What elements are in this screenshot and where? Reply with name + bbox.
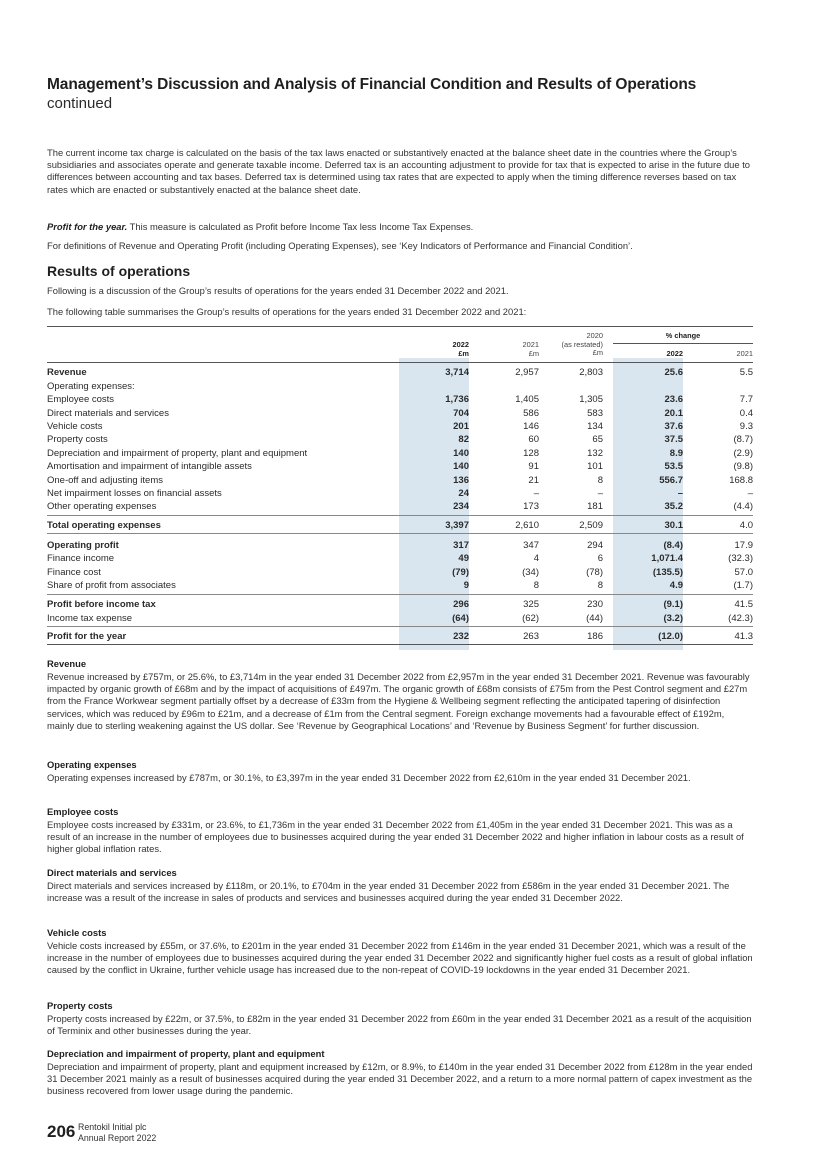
table-row [47, 630, 753, 643]
row-label: Finance income [47, 553, 115, 564]
change-2021: – [747, 488, 753, 499]
value-2020: (78) [586, 566, 603, 578]
value-2021: 586 [523, 407, 539, 419]
change-2022: 30.1 [664, 520, 683, 531]
change-2022: 35.2 [664, 501, 683, 512]
value-2020: (44) [586, 612, 603, 624]
section-text: Property costs increased by £22m, or 37.5%, to £82m in the year ended 31 December 2022 from £60m in the year ended 31 December 2021 as a result of the acquisition of Terminix and other businesses during the year. [47, 1013, 752, 1037]
change-2021: (2.9) [733, 447, 753, 459]
row-label: Direct materials and services [47, 407, 169, 419]
value-2021: 128 [523, 447, 539, 459]
page-title: Management’s Discussion and Analysis of Financial Condition and Results of Operations [47, 76, 697, 93]
row-label: Employee costs [47, 394, 115, 405]
header-change-2022: 2022 [666, 349, 683, 358]
value-2020: 1,305 [579, 394, 603, 405]
profit-definition [47, 221, 753, 233]
value-2021: 21 [528, 474, 539, 486]
header-change-2021: 2021 [736, 349, 753, 358]
table-row [47, 519, 753, 532]
value-2022: 234 [453, 501, 469, 512]
row-label: Finance cost [47, 566, 101, 578]
intro-paragraph: The current income tax charge is calculated on the basis of the tax laws enacted or substantively enacted at the balance sheet date in the countries where the Group’s subsidiaries and associates operate and generate taxable income. Deferred tax is an accounting adjustment to provide for tax that is expected to arise in the future due to differences between accounting and tax bases. Deferred tax is determined using tax rates that are expected to apply when the timing difference reverses based on tax rates which are enacted or substantively enacted at the balance sheet date. [47, 147, 751, 195]
value-2022: 3,397 [445, 520, 469, 531]
value-2022: (64) [452, 612, 469, 624]
table-row [47, 474, 753, 487]
change-2021: (4.4) [733, 501, 753, 512]
value-2021: 91 [528, 461, 539, 472]
discussion-section [47, 759, 753, 784]
value-2020: 134 [587, 421, 603, 432]
value-2020: 132 [587, 447, 603, 459]
table-row [47, 366, 753, 379]
row-label: Depreciation and impairment of property, plant and equipment [47, 447, 308, 459]
table-row [47, 579, 753, 592]
change-2022: 53.5 [664, 461, 683, 472]
value-2021: 263 [523, 631, 539, 642]
table-row [47, 487, 753, 500]
value-2021: (34) [522, 566, 539, 578]
value-2022: 140 [453, 461, 469, 472]
definitions-paragraph: For definitions of Revenue and Operating Profit (including Operating Expenses), see ‘Key Indicators of Performance and Financial Condition’. [47, 240, 633, 251]
page-subtitle: continued [47, 95, 113, 112]
value-2020: 8 [597, 580, 603, 591]
change-2021: 168.8 [729, 474, 753, 486]
table-row [47, 407, 753, 420]
table-top-rule [47, 326, 753, 327]
change-2021: 0.4 [739, 407, 753, 419]
discussion-section [47, 1000, 753, 1037]
row-label: Total operating expenses [47, 520, 161, 531]
change-2021: 7.7 [739, 394, 753, 405]
value-2022: 24 [458, 488, 469, 499]
table-row [47, 552, 753, 565]
discussion-section [47, 806, 753, 856]
change-2022: (12.0) [658, 631, 683, 642]
section-text: Operating expenses increased by £787m, or 30.1%, to £3,397m in the year ended 31 December 2022 from £2,610m in the year ended 31 December 2021. [47, 772, 691, 783]
value-2022: 201 [453, 421, 469, 432]
change-2022: (3.2) [663, 612, 683, 624]
table-row [47, 460, 753, 473]
change-2021: 9.3 [739, 421, 753, 432]
value-2021: 146 [523, 421, 539, 432]
results-line-2: The following table summarises the Group’s results of operations for the years ended 31 December 2022 and 2021: [47, 306, 527, 317]
value-2020: 186 [587, 631, 603, 642]
row-label: Operating expenses: [47, 380, 135, 392]
section-text: Vehicle costs increased by £55m, or 37.6%, to £201m in the year ended 31 December 2022 from £146m in the year ended 31 December 2021, which was a result of the increase in the number of employees due to businesses acquired during the year ended 31 December 2022 and significantly higher fuel costs as a result of global inflation caused by the conflict in Ukraine, further vehicle usage has increased due to the non-repeat of COVID-19 lockdowns in the year ended 31 December 2021. [47, 940, 753, 976]
section-heading: Depreciation and impairment of property, plant and equipment [47, 1048, 325, 1059]
value-2021: 2,957 [515, 367, 539, 378]
header-2022: 2022 £m [452, 340, 469, 358]
table-row [47, 380, 753, 393]
value-2021: 1,405 [515, 394, 539, 405]
change-2022: – [677, 488, 683, 499]
value-2021: 4 [533, 553, 539, 564]
row-label: Income tax expense [47, 612, 133, 624]
footer-brand [78, 1122, 156, 1143]
table-row [47, 433, 753, 446]
header-bottom-rule [47, 362, 753, 363]
results-heading: Results of operations [47, 263, 191, 279]
results-line-1: Following is a discussion of the Group’s results of operations for the years ended 31 December 2022 and 2021. [47, 285, 509, 296]
profit-definition-text: This measure is calculated as Profit before Income Tax less Income Tax Expenses. [127, 221, 474, 232]
change-2021: 57.0 [734, 566, 753, 578]
change-2021: 5.5 [739, 367, 753, 378]
section-text: Employee costs increased by £331m, or 23.6%, to £1,736m in the year ended 31 December 2022 from £1,405m in the year ended 31 December 2021. This was as a result of an increase in the number of employees due to businesses acquired during the year ended 31 December 2022 and higher inflation in labour costs as a result of higher global inflation rates. [47, 819, 744, 855]
profit-definition-label: Profit for the year. [47, 221, 128, 232]
change-2022: 1,071.4 [651, 553, 683, 564]
change-2022: 20.1 [664, 407, 683, 419]
change-2022: (135.5) [652, 566, 683, 578]
footer-report: Annual Report 2022 [78, 1132, 157, 1143]
section-heading: Employee costs [47, 806, 119, 817]
table-row [47, 420, 753, 433]
value-2021: 173 [523, 501, 539, 512]
table-row [47, 447, 753, 460]
value-2020: 230 [587, 599, 603, 610]
change-2021: (42.3) [728, 612, 753, 624]
change-2021: 41.3 [734, 631, 753, 642]
discussion-section [47, 867, 753, 904]
row-label: Net impairment losses on financial assets [47, 488, 222, 499]
section-text: Depreciation and impairment of property, plant and equipment increased by £12m, or 8.9%, to £140m in the year ended 31 December 2022 from £128m in the year ended 31 December 2021 mainly as a result of businesses acquired during the year ended 31 December 2022, and a return to a more normal pattern of capex investment as the business recovered from lower usage during the pandemic. [47, 1061, 753, 1097]
table-bottom-rule [47, 644, 753, 645]
rule-total-opex [47, 515, 753, 516]
value-2022: 3,714 [445, 367, 469, 378]
section-heading: Revenue [47, 658, 87, 669]
section-heading: Vehicle costs [47, 927, 107, 938]
discussion-section [47, 1048, 753, 1098]
change-2021: (9.8) [733, 461, 753, 472]
value-2022: 49 [458, 553, 469, 564]
table-row [47, 612, 753, 625]
value-2021: 60 [528, 434, 539, 445]
change-2021: (8.7) [733, 434, 753, 445]
value-2021: 347 [523, 539, 539, 551]
discussion-section [47, 927, 753, 977]
row-label: Revenue [47, 367, 87, 378]
value-2022: 232 [453, 631, 469, 642]
change-2022: (9.1) [663, 599, 683, 610]
value-2020: – [597, 488, 603, 499]
value-2021: (62) [522, 612, 539, 624]
change-2022: 4.9 [669, 580, 683, 591]
value-2020: 2,803 [579, 367, 603, 378]
row-label: One-off and adjusting items [47, 474, 164, 486]
results-table [47, 326, 753, 648]
change-2021: (1.7) [733, 580, 753, 591]
row-label: Share of profit from associates [47, 580, 176, 591]
value-2021: 8 [533, 580, 539, 591]
row-label: Property costs [47, 434, 108, 445]
value-2021: 2,610 [515, 520, 539, 531]
change-2022: 556.7 [659, 474, 683, 486]
header-2020: 2020 (as restated) £m [561, 331, 603, 357]
discussion-section [47, 658, 753, 732]
table-row [47, 539, 753, 552]
value-2020: 583 [587, 407, 603, 419]
value-2020: 6 [597, 553, 603, 564]
change-2021: (32.3) [728, 553, 753, 564]
change-2022: 8.9 [669, 447, 683, 459]
section-text: Revenue increased by £757m, or 25.6%, to £3,714m in the year ended 31 December 2022 from £2,957m in the year ended 31 December 2021. Revenue was favourably impacted by organic growth of £68m and by the impact of acquisitions of £497m. The organic growth of £68m consists of £75m from the Pest Control segment and £27m from the France Workwear segment partially offset by a decrease of £33m from the Hygiene & Wellbeing segment reflecting the anticipated tapering of disinfection services, which was reduced by £96m to £21m, and a decrease of £1m from the Central segment. Foreign exchange movements had a favourable effect of £192m, mainly due to sterling weakening against the US dollar. See ‘Revenue by Geographical Locations’ and ‘Revenue by Business Segment’ for further discussion. [47, 671, 750, 731]
value-2020: 2,509 [579, 520, 603, 531]
page-number: 206 [47, 1122, 76, 1141]
change-2022: (8.4) [663, 539, 683, 551]
rule-operating-profit [47, 533, 753, 534]
header-percent-change: % change [665, 331, 701, 340]
rule-profit-year [47, 626, 753, 627]
table-row [47, 598, 753, 611]
change-2021: 17.9 [734, 539, 753, 551]
value-2021: 325 [523, 599, 539, 610]
table-row [47, 500, 753, 513]
value-2020: 65 [592, 434, 603, 445]
change-2021: 41.5 [734, 599, 753, 610]
value-2022: 82 [458, 434, 469, 445]
value-2020: 101 [587, 461, 603, 472]
section-text: Direct materials and services increased by £118m, or 20.1%, to £704m in the year ended 31 December 2022 from £586m in the year ended 31 December 2021. The increase was a result of the increase in sales of products and services and businesses acquired during the year ended 31 December 2022. [47, 880, 730, 904]
rule-pbt [47, 594, 753, 595]
value-2020: 294 [587, 539, 603, 551]
section-heading: Direct materials and services [47, 867, 177, 878]
value-2022: 1,736 [445, 394, 469, 405]
value-2020: 181 [587, 501, 603, 512]
row-label: Vehicle costs [47, 421, 103, 432]
section-heading: Operating expenses [47, 759, 137, 770]
row-label: Amortisation and impairment of intangible assets [47, 461, 252, 472]
row-label: Operating profit [47, 539, 119, 551]
table-row [47, 393, 753, 406]
row-label: Other operating expenses [47, 501, 157, 512]
change-2022: 25.6 [664, 367, 683, 378]
footer-company: Rentokil Initial plc [78, 1122, 147, 1132]
table-row [47, 566, 753, 579]
value-2022: 9 [463, 580, 469, 591]
row-label: Profit before income tax [47, 599, 156, 610]
change-2021: 4.0 [739, 520, 753, 531]
header-2021: 2021 £m [522, 340, 539, 358]
section-heading: Property costs [47, 1000, 113, 1011]
value-2022: 136 [453, 474, 469, 486]
change-2022: 37.6 [664, 421, 683, 432]
value-2021: – [533, 488, 539, 499]
value-2022: 704 [453, 407, 469, 419]
change-2022: 23.6 [664, 394, 683, 405]
value-2022: (79) [452, 566, 469, 578]
value-2022: 296 [453, 599, 469, 610]
value-2022: 317 [453, 539, 469, 551]
change-2022: 37.5 [664, 434, 683, 445]
value-2020: 8 [597, 474, 603, 486]
value-2022: 140 [453, 447, 469, 459]
row-label: Profit for the year [47, 631, 127, 642]
change-header-rule [613, 343, 753, 344]
